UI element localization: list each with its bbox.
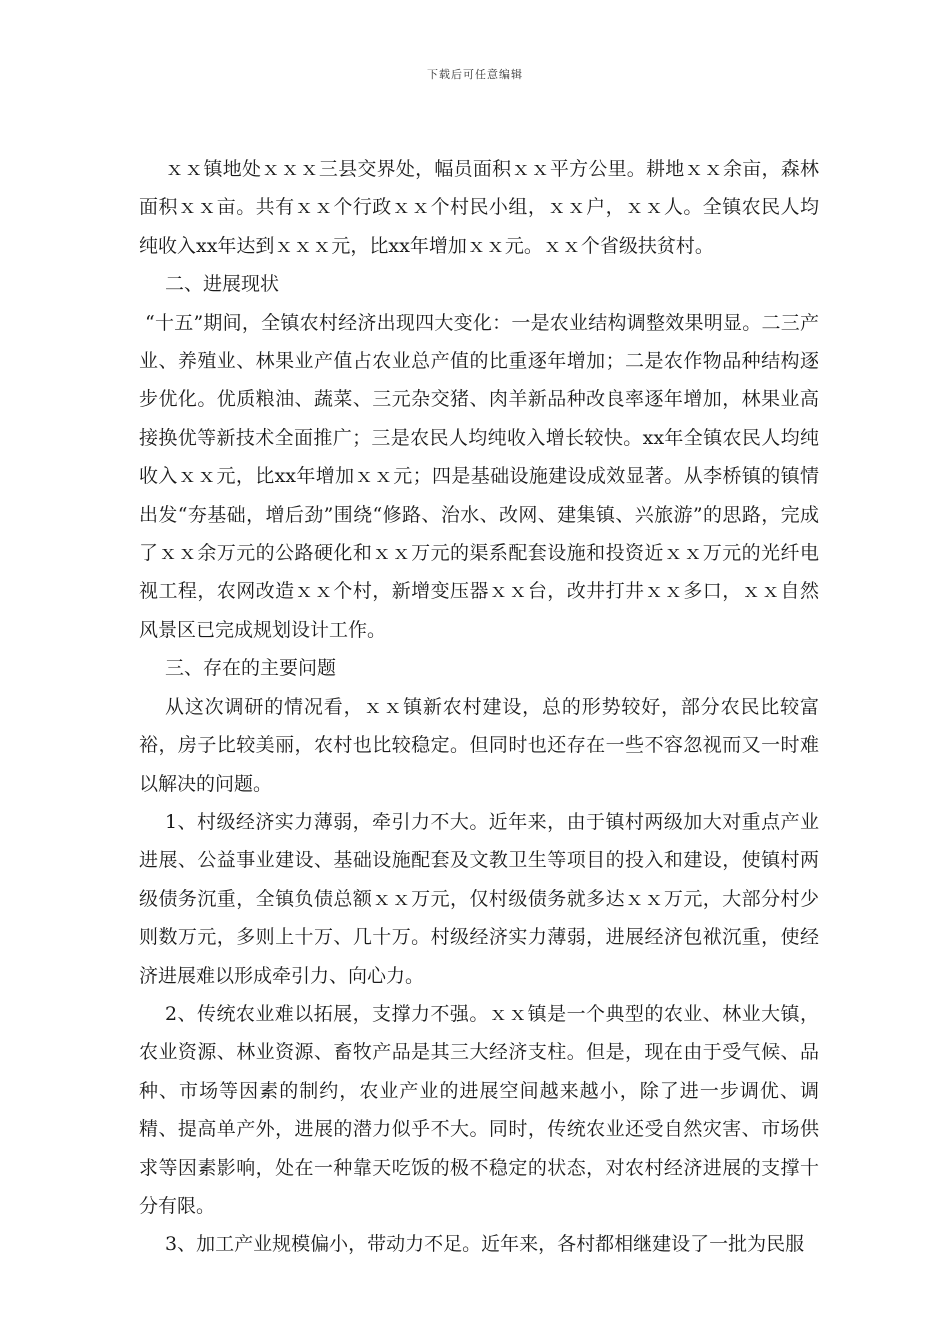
section-heading-progress: 二、进展现状 <box>165 273 280 296</box>
paragraph-progress: “十五”期间，全镇农村经济出现四大变化：一是农业结构调整效果明显。二三产业、养殖业、林果业产值占农业总产值的比重逐年增加；二是农作物品种结构逐步优化。优质粮油、蔬菜、三元杂交猪、肉羊新品种改良率逐年增加，林果业高接换优等新技术全面推广；三是农民人均纯收入增长较快。xx年全镇农民人均纯收入ｘｘ元，比xx年增加ｘｘ元；四是基础设施建设成效显著。从李桥镇的镇情出发“夯基础，增后劲”围绕“修路、治水、改网、建集镇、兴旅游”的思路，完成了ｘｘ余万元的公路硬化和ｘｘ万元的渠系配套设施和投资近ｘｘ万元的光纤电视工程，农网改造ｘｘ个村，新增变压器ｘｘ台，改井打井ｘｘ多口，ｘｘ自然风景区已完成规划设计工作。 <box>139 311 819 641</box>
paragraph-problem-3: 3、加工产业规模偏小，带动力不足。近年来，各村都相继建设了一批为民服 <box>165 1233 805 1256</box>
paragraph-problem-1: 1、村级经济实力薄弱，牵引力不大。近年来，由于镇村两级加大对重点产业进展、公益事业建设、基础设施配套及文教卫生等项目的投入和建设，使镇村两级债务沉重，全镇负债总额ｘｘ万元，仅村级债务就多达ｘｘ万元，大部分村少则数万元，多则上十万、几十万。村级经济实力薄弱，进展经济包袱沉重，使经济进展难以形成牵引力、向心力。 <box>139 810 819 987</box>
paragraph-overview: ｘｘ镇地处ｘｘｘ三县交界处，幅员面积ｘｘ平方公里。耕地ｘｘ余亩，森林面积ｘｘ亩。共有ｘｘ个行政ｘｘ个村民小组，ｘｘ户，ｘｘ人。全镇农民人均纯收入xx年达到ｘｘｘ元，比xx年增加ｘｘ元。ｘｘ个省级扶贫村。 <box>139 158 819 257</box>
document-body <box>139 150 819 1264</box>
header-note: 下载后可任意编辑 <box>427 68 523 81</box>
paragraph-problem-2: 2、传统农业难以拓展，支撑力不强。ｘｘ镇是一个典型的农业、林业大镇，农业资源、林业资源、畜牧产品是其三大经济支柱。但是，现在由于受气候、品种、市场等因素的制约，农业产业的进展空间越来越小，除了进一步调优、调精、提高单产外，进展的潜力似乎不大。同时，传统农业还受自然灾害、市场供求等因素影响，处在一种靠天吃饭的极不稳定的状态，对农村经济进展的支撑十分有限。 <box>139 1002 819 1217</box>
paragraph-problems-intro: 从这次调研的情况看，ｘｘ镇新农村建设，总的形势较好，部分农民比较富裕，房子比较美丽，农村也比较稳定。但同时也还存在一些不容忽视而又一时难以解决的问题。 <box>139 695 819 795</box>
section-heading-problems: 三、存在的主要问题 <box>165 657 337 680</box>
